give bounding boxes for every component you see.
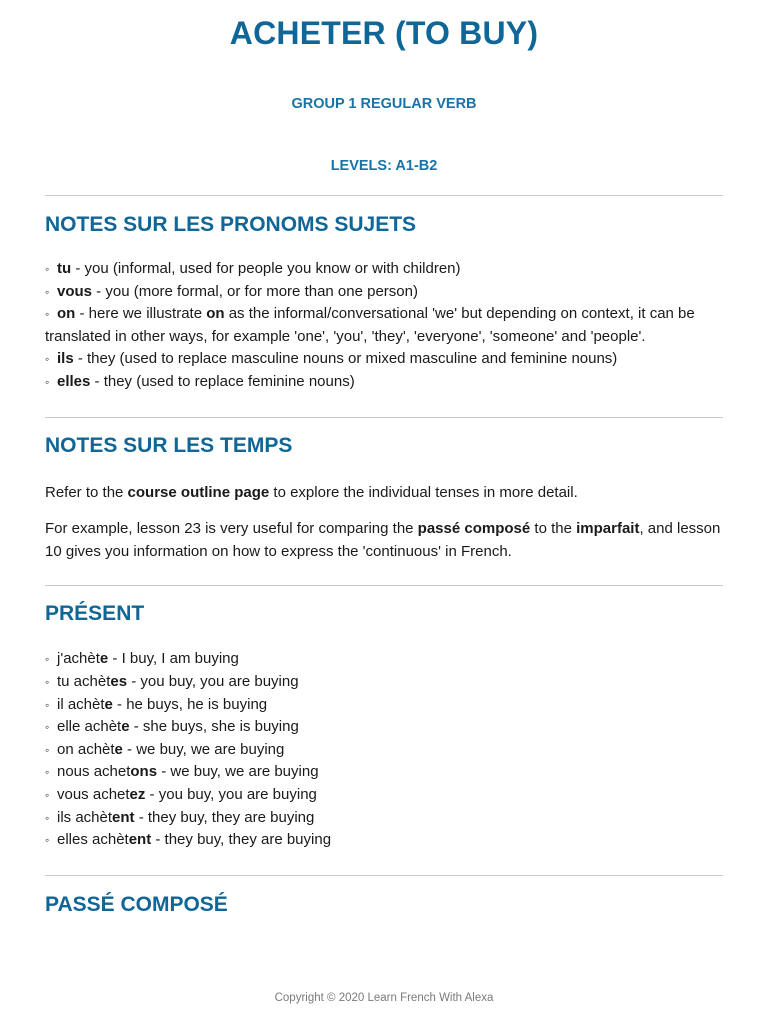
list-item <box>45 761 723 784</box>
verb-stem: on achèt <box>57 740 115 758</box>
paragraph-text: , and lesson 10 gives you information on how to express the 'continuous' in French. <box>45 520 721 560</box>
list-item <box>45 648 723 671</box>
tenses-heading: NOTES SUR LES TEMPS <box>45 433 293 457</box>
bullet-icon: ◦ <box>45 833 50 848</box>
bullet-icon: ◦ <box>45 765 50 780</box>
bullet-icon: ◦ <box>45 652 50 667</box>
bullet-icon: ◦ <box>45 697 50 712</box>
section-divider <box>45 417 723 418</box>
pronouns-list <box>45 258 723 394</box>
verb-ending: e <box>104 695 113 713</box>
levels-label: LEVELS: A1-B2 <box>330 158 438 174</box>
bullet-icon: ◦ <box>45 307 50 322</box>
verb-stem: nous achet <box>57 763 131 781</box>
bullet-icon: ◦ <box>45 810 50 825</box>
paragraph-text: Refer to the <box>45 483 128 501</box>
verb-translation: - we buy, we are buying <box>157 763 319 781</box>
verb-translation: - he buys, he is buying <box>112 695 268 713</box>
pronoun-term-inline: on <box>206 305 225 323</box>
verb-stem: elle achèt <box>57 718 122 736</box>
verb-translation: - she buys, she is buying <box>129 718 299 736</box>
verb-stem: vous achet <box>57 785 130 803</box>
pronoun-term: tu <box>57 260 72 277</box>
list-item <box>45 303 723 348</box>
document-page <box>45 0 723 918</box>
verb-stem: j'achèt <box>57 650 100 668</box>
paragraph-text: to explore the individual tenses in more detail. <box>269 483 578 501</box>
pronouns-heading: NOTES SUR LES PRONOMS SUJETS <box>45 213 417 236</box>
verb-ending: ez <box>129 785 146 803</box>
verb-translation: - you buy, you are buying <box>127 672 299 690</box>
passe-compose-heading: PASSÉ COMPOSÉ <box>45 892 228 916</box>
pronoun-term: vous <box>57 282 93 300</box>
list-item <box>45 784 723 807</box>
verb-translation: - they buy, they are buying <box>134 808 315 826</box>
verb-ending: ent <box>128 831 152 849</box>
verb-ending: e <box>114 740 123 758</box>
verb-stem: ils achèt <box>57 808 113 826</box>
tenses-paragraph-2 <box>45 518 723 563</box>
verb-stem: elles achèt <box>57 831 129 849</box>
verb-translation: - we buy, we are buying <box>122 740 285 758</box>
pronoun-description: - they (used to replace masculine nouns or mixed masculine and feminine nouns) <box>73 350 618 368</box>
section-divider <box>45 585 723 586</box>
list-item <box>45 348 723 371</box>
page-title: ACHETER (TO BUY) <box>229 15 539 51</box>
verb-ending: es <box>110 672 128 690</box>
verb-stem: tu achèt <box>57 672 111 690</box>
present-heading: PRÉSENT <box>45 602 145 626</box>
tenses-paragraph-1 <box>45 482 723 505</box>
bullet-icon: ◦ <box>45 742 50 757</box>
present-conjugation-list <box>45 648 723 851</box>
pronoun-term: on <box>57 305 76 323</box>
section-divider <box>45 195 723 196</box>
paragraph-text: to the <box>530 520 577 538</box>
bullet-icon: ◦ <box>45 352 50 367</box>
paragraph-text: For example, lesson 23 is very useful for comparing the <box>45 520 418 538</box>
list-item <box>45 807 723 830</box>
bullet-icon: ◦ <box>45 720 50 735</box>
list-item <box>45 829 723 852</box>
pronoun-description: - here we illustrate <box>75 305 207 323</box>
pronoun-description: - you (informal, used for people you know or with children) <box>71 260 461 277</box>
bullet-icon: ◦ <box>45 374 50 389</box>
pronoun-description: - you (more formal, or for more than one person) <box>92 282 418 300</box>
list-item <box>45 371 723 394</box>
list-item <box>45 716 723 739</box>
list-item <box>45 739 723 762</box>
verb-translation: - you buy, you are buying <box>145 785 317 803</box>
verb-translation: - they buy, they are buying <box>151 831 332 849</box>
pronoun-description: as the informal/conversational 'we' but depending on context, it can be translated in other ways, for example 'one', 'you', 'they', 'everyone', 'someone' and 'people'. <box>45 305 695 345</box>
verb-ending: e <box>99 650 109 668</box>
verb-ending: ent <box>112 808 135 826</box>
list-item <box>45 258 723 281</box>
pronoun-description: - they (used to replace feminine nouns) <box>90 372 355 390</box>
bullet-icon: ◦ <box>45 284 50 299</box>
bullet-icon: ◦ <box>45 262 50 276</box>
pronoun-term: ils <box>57 350 74 368</box>
verb-stem: il achèt <box>57 695 105 713</box>
list-item <box>45 694 723 717</box>
tense-term: imparfait <box>576 520 640 538</box>
list-item <box>45 281 723 304</box>
copyright-footer: Copyright © 2020 Learn French With Alexa <box>274 992 494 1004</box>
section-divider <box>45 875 723 876</box>
verb-ending: e <box>121 718 130 736</box>
bullet-icon: ◦ <box>45 674 50 689</box>
verb-translation: - I buy, I am buying <box>108 650 239 668</box>
bullet-icon: ◦ <box>45 787 50 802</box>
list-item <box>45 671 723 694</box>
verb-ending: ons <box>130 763 158 781</box>
tense-term: passé composé <box>417 520 531 538</box>
pronoun-term: elles <box>57 372 91 390</box>
verb-group-label: GROUP 1 REGULAR VERB <box>291 96 477 112</box>
course-outline-link: course outline page <box>127 483 270 501</box>
